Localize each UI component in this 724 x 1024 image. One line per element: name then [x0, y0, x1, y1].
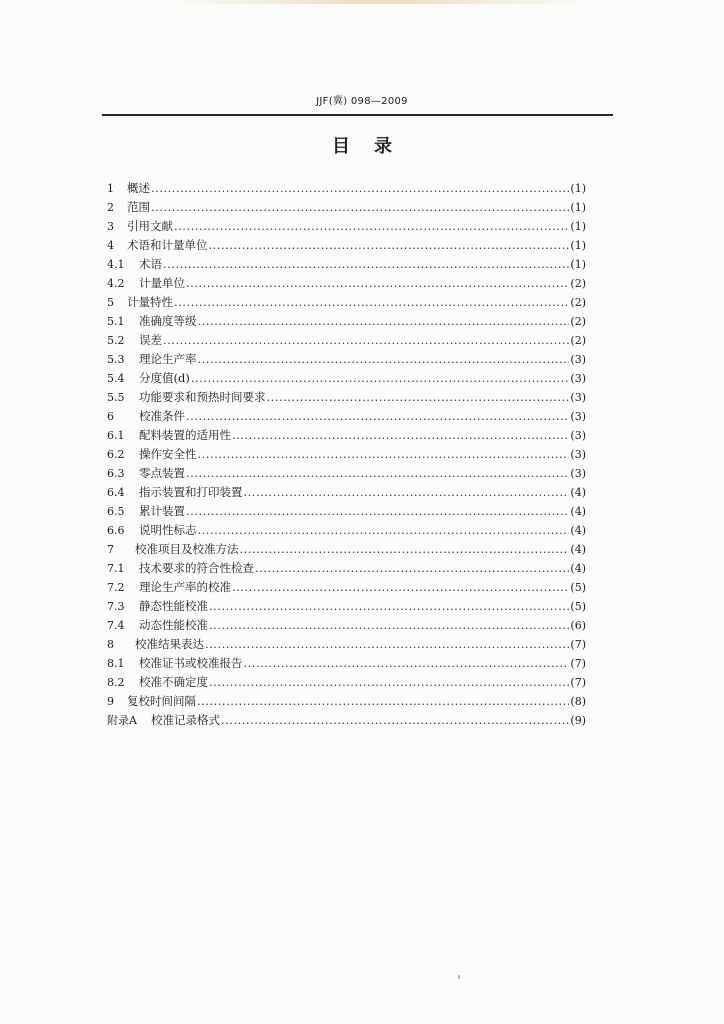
toc-entry-title: 术语和计量单位 [127, 238, 208, 252]
toc-entry[interactable] [107, 692, 586, 711]
toc-entry-page: (4) [570, 486, 586, 499]
toc-entry-page: (3) [570, 467, 586, 480]
toc-entry-number: 6.3 [107, 467, 125, 480]
dot-leader [209, 597, 569, 616]
toc-entry-title: 概述 [127, 181, 150, 195]
toc-entry-number: 7 [107, 543, 114, 556]
toc-entry-page: (9) [570, 714, 586, 727]
toc-entry-number: 9 [107, 695, 114, 708]
toc-entry-title: 指示装置和打印装置 [139, 485, 243, 499]
toc-entry-number: 6 [107, 410, 114, 423]
toc-entry-title: 准确度等级 [139, 314, 197, 328]
toc-entry-number: 8.2 [107, 676, 125, 689]
toc-entry-number: 6.1 [107, 429, 125, 442]
dot-leader [205, 635, 569, 654]
dot-leader [186, 502, 569, 521]
toc-entry-page: (2) [570, 315, 586, 328]
toc-entry[interactable] [107, 293, 586, 312]
toc-entry-page: (3) [570, 353, 586, 366]
toc-entry-number: 7.2 [107, 581, 125, 594]
toc-entry-title: 复校时间间隔 [127, 694, 196, 708]
toc-entry-page: (8) [570, 695, 586, 708]
toc-entry-page: (4) [570, 562, 586, 575]
toc-entry-title: 计量特性 [127, 295, 173, 309]
toc-entry[interactable] [107, 236, 586, 255]
toc-entry-page: (7) [570, 638, 586, 651]
toc-entry-page: (5) [570, 581, 586, 594]
toc-entry[interactable] [107, 426, 586, 445]
toc-entry[interactable] [107, 540, 586, 559]
document-code: JJF(冀) 098—2009 [316, 96, 408, 107]
toc-entry-page: (1) [570, 201, 586, 214]
toc-entry[interactable] [107, 578, 586, 597]
toc-entry[interactable] [107, 464, 586, 483]
toc-entry-number: 8.1 [107, 657, 125, 670]
toc-entry-number: 5.1 [107, 315, 125, 328]
toc-entry[interactable] [107, 217, 586, 236]
toc-entry-page: (3) [570, 429, 586, 442]
dot-leader [232, 426, 569, 445]
toc-entry-page: (1) [570, 182, 586, 195]
toc-entry[interactable] [107, 711, 586, 730]
toc-entry-number: 6.5 [107, 505, 125, 518]
toc-entry-number: 5 [107, 296, 114, 309]
toc-entry-title: 技术要求的符合性检查 [139, 561, 254, 575]
toc-entry-title: 校准不确定度 [139, 675, 208, 689]
toc-entry-title: 零点装置 [139, 466, 185, 480]
toc-entry[interactable] [107, 654, 586, 673]
toc-entry-page: (4) [570, 505, 586, 518]
dot-leader [197, 692, 569, 711]
toc-entry-page: (2) [570, 296, 586, 309]
toc-entry[interactable] [107, 198, 586, 217]
dot-leader [209, 616, 569, 635]
dot-leader [186, 274, 569, 293]
dot-leader [174, 217, 569, 236]
toc-entry-number: 3 [107, 220, 114, 233]
dot-leader [232, 578, 569, 597]
toc-entry-title: 累计装置 [139, 504, 185, 518]
toc-entry-number: 4 [107, 239, 114, 252]
toc-entry-number: 7.4 [107, 619, 125, 632]
dot-leader [244, 483, 570, 502]
toc-entry[interactable] [107, 616, 586, 635]
toc-entry-page: (1) [570, 239, 586, 252]
toc-entry[interactable] [107, 407, 586, 426]
page-blemish [458, 975, 460, 979]
toc-entry-title: 校准条件 [139, 409, 185, 423]
toc-entry-title: 配料装置的适用性 [139, 428, 231, 442]
toc-entry-title: 校准记录格式 [151, 713, 220, 727]
toc-entry-number: 5.5 [107, 391, 125, 404]
dot-leader [209, 673, 569, 692]
toc-entry[interactable] [107, 388, 586, 407]
toc-entry-title: 动态性能校准 [139, 618, 208, 632]
toc-entry-page: (3) [570, 391, 586, 404]
toc-entry-number: 2 [107, 201, 114, 214]
dot-leader [163, 255, 569, 274]
toc-entry-number: 5.4 [107, 372, 125, 385]
toc-entry-number: 6.6 [107, 524, 125, 537]
toc-entry[interactable] [107, 255, 586, 274]
toc-entry[interactable] [107, 179, 586, 198]
toc-entry-title: 说明性标志 [139, 523, 197, 537]
toc-entry-number: 7.1 [107, 562, 125, 575]
toc-entry[interactable] [107, 502, 586, 521]
toc-entry-number: 附录A [107, 714, 137, 727]
toc-entry-page: (6) [570, 619, 586, 632]
toc-entry-title: 计量单位 [139, 276, 185, 290]
toc-entry-number: 1 [107, 182, 114, 195]
toc-entry[interactable] [107, 635, 586, 654]
toc-entry-page: (4) [570, 543, 586, 556]
toc-entry-title: 功能要求和预热时间要求 [139, 390, 266, 404]
toc-entry-page: (7) [570, 657, 586, 670]
toc-entry[interactable] [107, 483, 586, 502]
toc-entry-title: 分度值(d) [139, 371, 190, 385]
toc-entry-page: (3) [570, 372, 586, 385]
dot-leader [240, 540, 570, 559]
dot-leader [255, 559, 569, 578]
toc-entry-title: 操作安全性 [139, 447, 197, 461]
toc-entry[interactable] [107, 369, 586, 388]
toc-entry-number: 7.3 [107, 600, 125, 613]
toc-entry-page: (2) [570, 277, 586, 290]
table-of-contents [107, 179, 586, 730]
toc-entry-page: (2) [570, 334, 586, 347]
toc-entry-number: 6.4 [107, 486, 125, 499]
toc-entry-page: (3) [570, 410, 586, 423]
toc-entry-page: (3) [570, 448, 586, 461]
toc-entry-title: 术语 [139, 257, 162, 271]
toc-entry-title: 理论生产率 [139, 352, 197, 366]
toc-entry-page: (1) [570, 258, 586, 271]
toc-entry-page: (1) [570, 220, 586, 233]
header-divider [102, 114, 613, 116]
dot-leader [221, 711, 569, 730]
toc-entry-title: 静态性能校准 [139, 599, 208, 613]
dot-leader [186, 464, 569, 483]
toc-entry-number: 5.2 [107, 334, 125, 347]
dot-leader [209, 236, 570, 255]
toc-entry-title: 引用文献 [127, 219, 173, 233]
toc-entry-number: 8 [107, 638, 114, 651]
toc-entry-title: 范围 [127, 200, 150, 214]
toc-entry[interactable] [107, 521, 586, 540]
toc-entry-number: 6.2 [107, 448, 125, 461]
toc-entry[interactable] [107, 350, 586, 369]
toc-entry-number: 5.3 [107, 353, 125, 366]
toc-entry-title: 校准项目及校准方法 [135, 542, 239, 556]
dot-leader [163, 331, 569, 350]
toc-entry[interactable] [107, 673, 586, 692]
toc-entry-title: 校准结果表达 [135, 637, 204, 651]
dot-leader [191, 369, 570, 388]
toc-entry[interactable] [107, 597, 586, 616]
toc-entry[interactable] [107, 312, 586, 331]
toc-entry-page: (4) [570, 524, 586, 537]
toc-entry[interactable] [107, 331, 586, 350]
dot-leader [267, 388, 570, 407]
dot-leader [198, 521, 570, 540]
toc-entry-number: 4.1 [107, 258, 125, 271]
toc-entry-title: 误差 [139, 333, 162, 347]
dot-leader [186, 407, 569, 426]
dot-leader [151, 198, 569, 217]
toc-entry-title: 理论生产率的校准 [139, 580, 231, 594]
dot-leader [151, 179, 569, 198]
dot-leader [244, 654, 570, 673]
toc-entry[interactable] [107, 445, 586, 464]
toc-entry[interactable] [107, 559, 586, 578]
toc-entry[interactable] [107, 274, 586, 293]
dot-leader [198, 312, 570, 331]
dot-leader [198, 445, 570, 464]
toc-entry-page: (5) [570, 600, 586, 613]
dot-leader [198, 350, 570, 369]
toc-entry-number: 4.2 [107, 277, 125, 290]
page-title: 目录 [332, 136, 416, 157]
dot-leader [174, 293, 569, 312]
page-top-edge [170, 0, 590, 4]
toc-entry-page: (7) [570, 676, 586, 689]
toc-entry-title: 校准证书或校准报告 [139, 656, 243, 670]
